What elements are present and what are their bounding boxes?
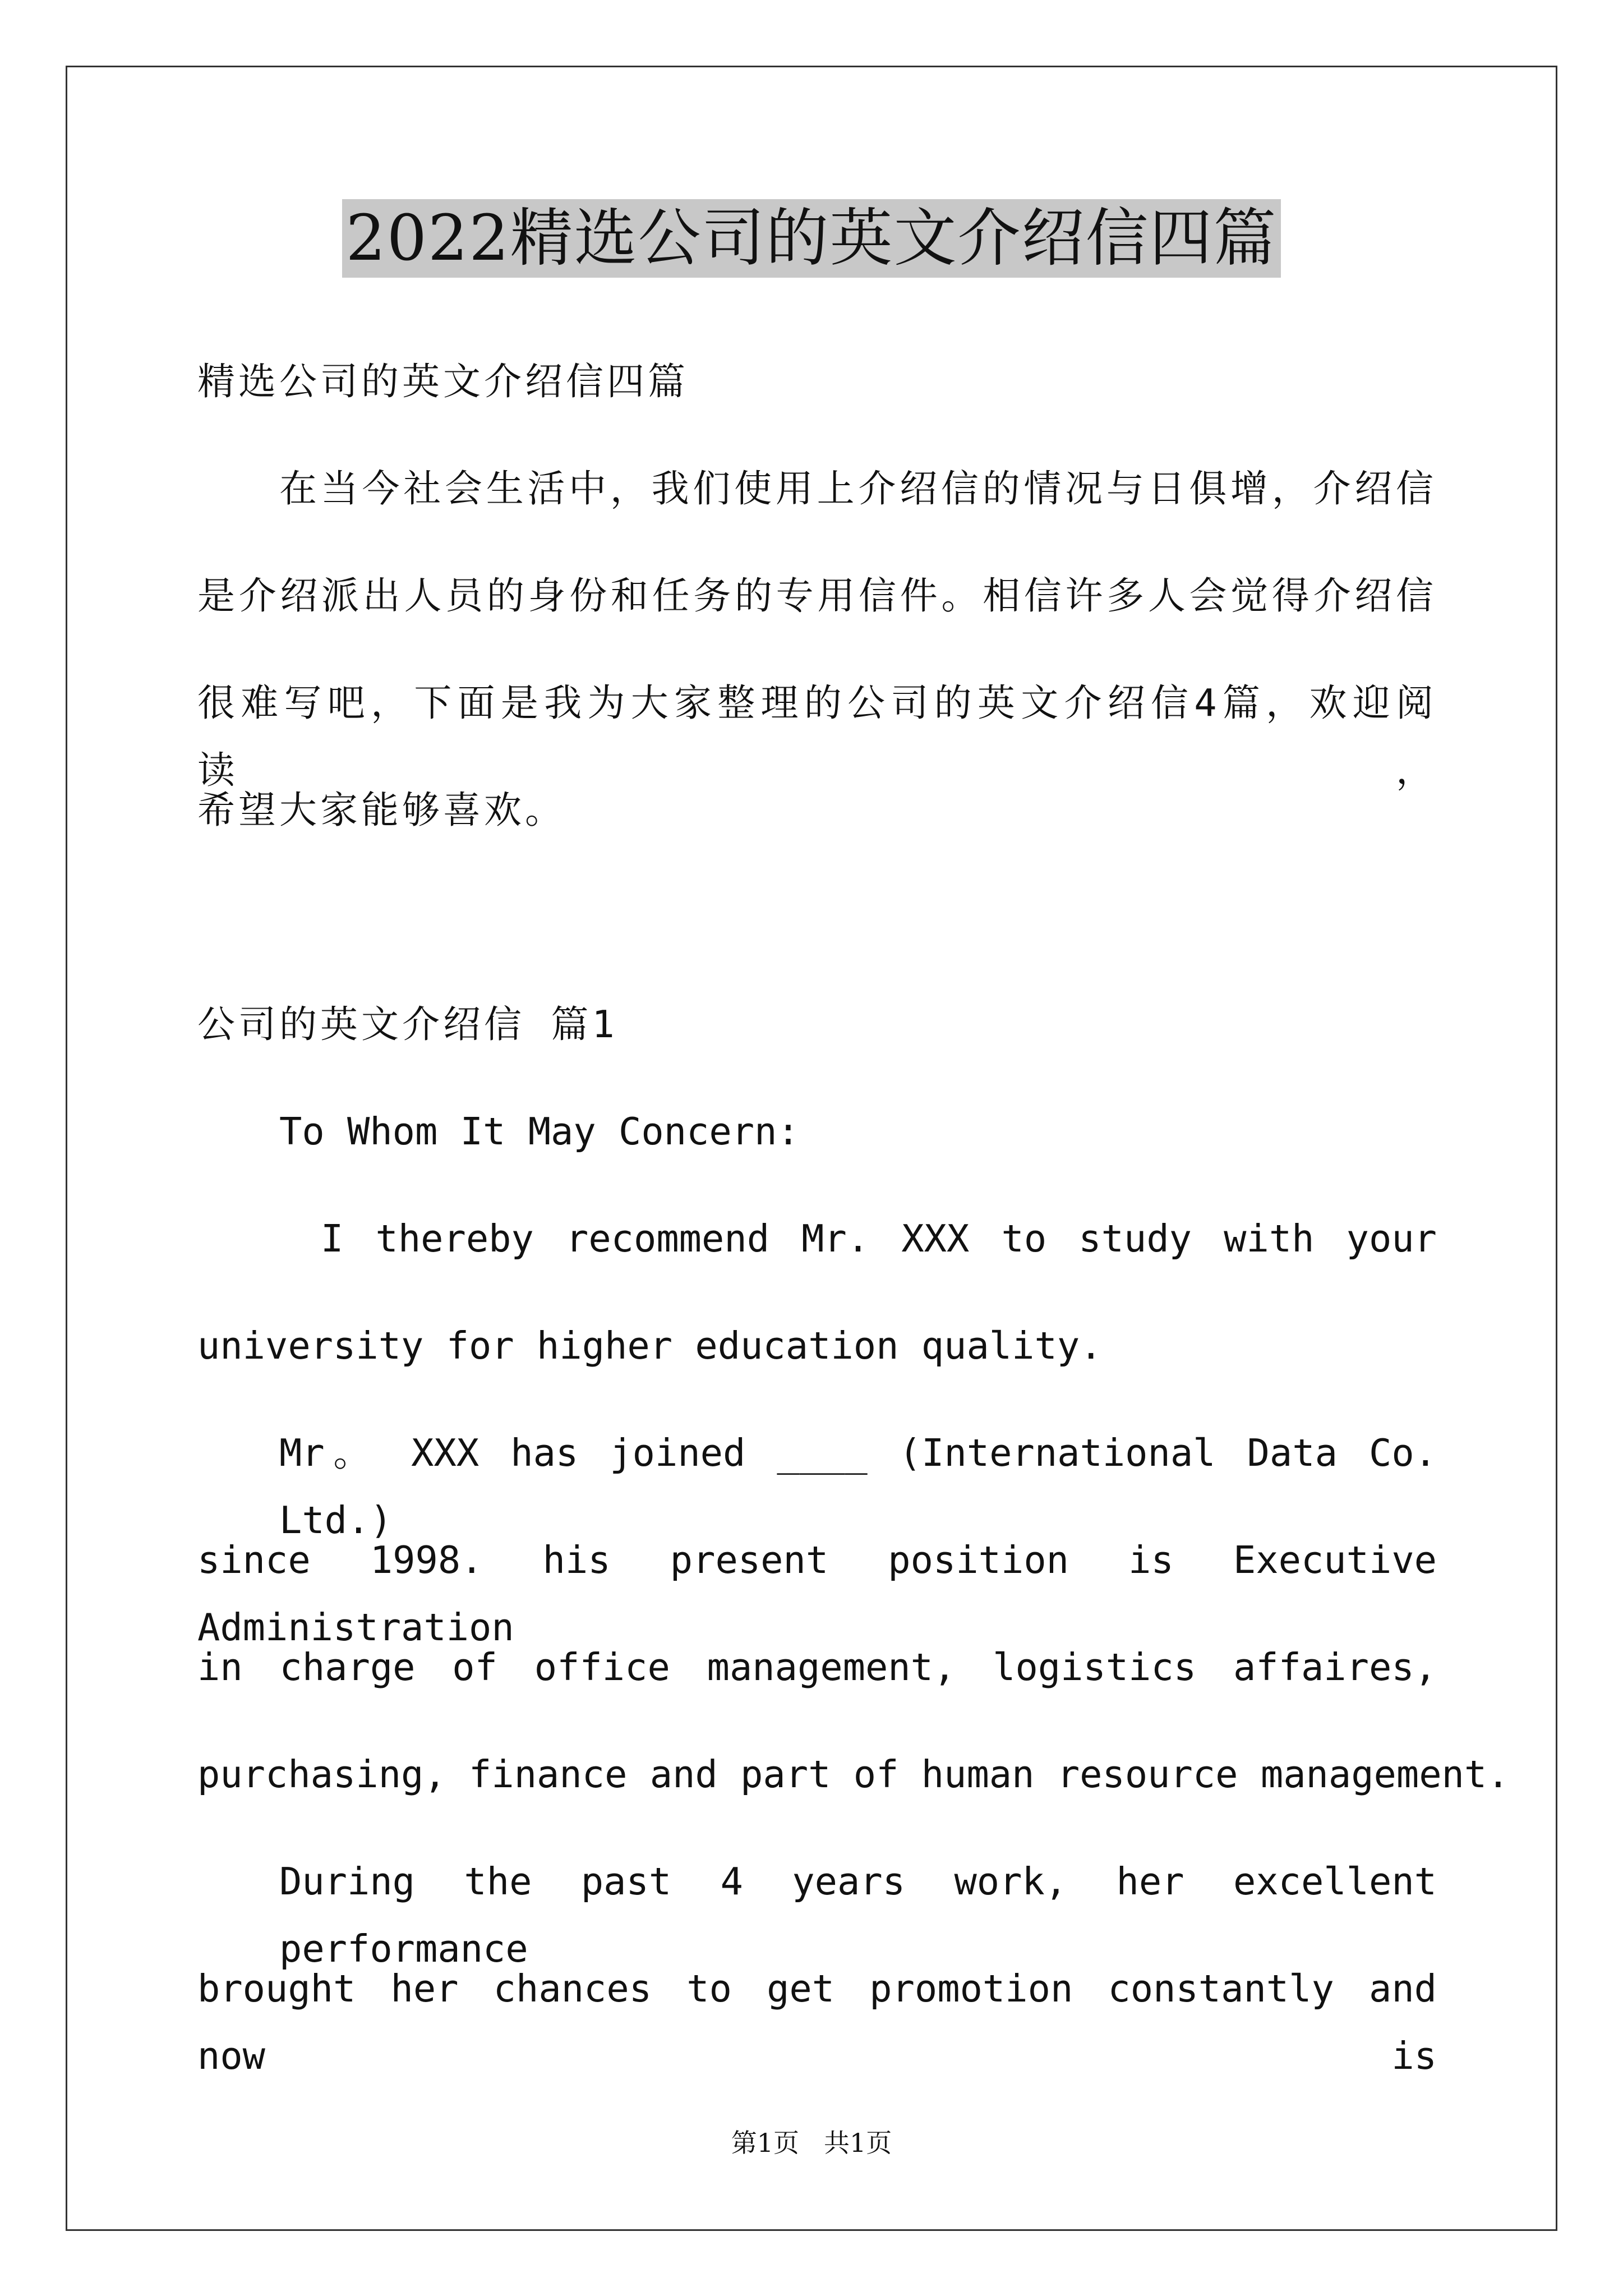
section-heading: 公司的英文介绍信 篇1 [197,1002,618,1046]
document-subtitle: 精选公司的英文介绍信四篇 [197,360,689,403]
body-line-3: Mr。 XXX has joined ____ (International Data Co. Ltd.) [279,1431,1437,1542]
body-line-6: purchasing, finance and part of human resource management. [197,1752,1510,1796]
intro-line-2: 是介绍派出人员的身份和任务的专用信件。相信许多人会觉得介绍信 [197,574,1437,618]
letter-salutation: To Whom It May Concern: [279,1110,800,1153]
document-title: 2022精选公司的英文介绍信四篇 [342,199,1280,278]
body-line-4: since 1998. his present position is Executive Administration [197,1538,1437,1649]
page-number-total: 共1页 [824,2128,892,2158]
document-body [197,348,1510,2078]
intro-line-3: 很难写吧，下面是我为大家整理的公司的英文介绍信4篇，欢迎阅读， [197,681,1437,792]
page-footer [0,2126,1623,2160]
intro-line-1: 在当今社会生活中，我们使用上介绍信的情况与日俱增，介绍信 [279,467,1437,510]
body-line-5: in charge of office management, logistics affaires, [197,1645,1437,1689]
body-line-1: I thereby recommend Mr. XXX to study with your [321,1217,1437,1260]
intro-line-4: 希望大家能够喜欢。 [197,788,566,832]
body-line-7: During the past 4 years work, her excellent performance [279,1860,1437,1971]
page-number-current: 第1页 [731,2128,799,2158]
paragraph-gap [197,884,1437,991]
body-line-8: brought her chances to get promotion constantly and now is [197,1967,1437,2078]
title-area [0,199,1623,278]
body-line-2: university for higher education quality. [197,1324,1103,1368]
